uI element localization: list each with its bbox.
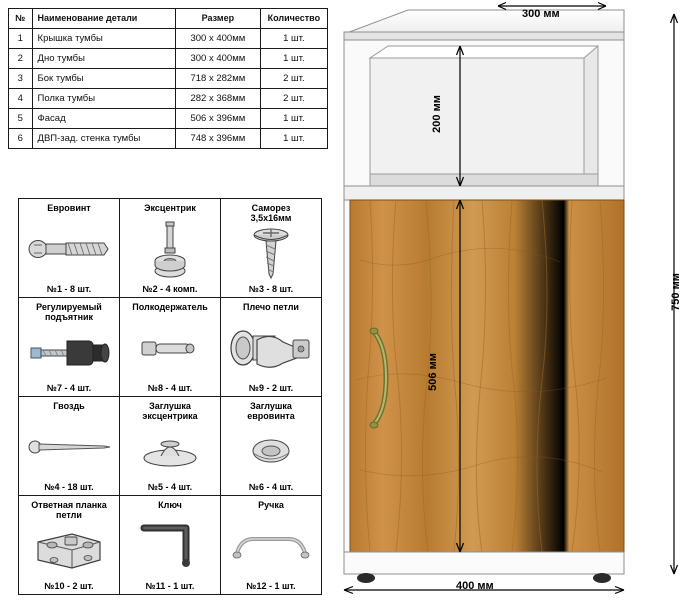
cabinet-open-niche	[370, 46, 598, 186]
table-row	[9, 29, 328, 49]
part-name: Дно тумбы	[32, 49, 175, 69]
part-qty: 1 шт.	[260, 109, 327, 129]
part-num: 5	[9, 109, 33, 129]
hardware-title: Ответная планка	[31, 500, 107, 510]
hardware-cell-allen-key	[120, 496, 221, 595]
cabinet-wood-facade	[350, 200, 624, 552]
hardware-row	[19, 397, 322, 496]
hardware-title: Плечо петли	[243, 302, 299, 312]
cabinet-svg	[330, 0, 700, 602]
dimension-width-label: 400 мм	[456, 580, 494, 592]
hardware-cell-cam-lock	[120, 199, 221, 298]
hardware-qty: №6 - 4 шт.	[248, 482, 294, 492]
hardware-title: Полкодержатель	[132, 302, 208, 312]
adjustable-foot-icon	[21, 322, 117, 383]
cabinet-drawing	[330, 0, 700, 602]
part-qty: 1 шт.	[260, 129, 327, 149]
hardware-title-second-line: подъятник	[44, 312, 94, 323]
parts-table-header-name: Наименование детали	[32, 9, 175, 29]
hardware-qty: №12 - 1 шт.	[246, 581, 296, 591]
hardware-cell-nail	[19, 397, 120, 496]
hardware-cell-self-tapping-screw	[221, 199, 322, 298]
hardware-cell-hinge-plate	[19, 496, 120, 595]
allen-key-icon	[122, 510, 218, 581]
part-size: 300 х 400мм	[176, 49, 261, 69]
hinge-plate-icon	[21, 520, 117, 581]
nail-icon	[21, 411, 117, 482]
hardware-cell-euro-screw	[19, 199, 120, 298]
part-num: 3	[9, 69, 33, 89]
table-row	[9, 89, 328, 109]
self-tapping-screw-icon	[223, 223, 319, 284]
part-num: 1	[9, 29, 33, 49]
parts-table-header-row	[9, 9, 328, 29]
part-qty: 2 шт.	[260, 69, 327, 89]
part-qty: 1 шт.	[260, 49, 327, 69]
parts-table-header-size: Размер	[176, 9, 261, 29]
parts-table-header-qty: Количество	[260, 9, 327, 29]
hardware-qty: №3 - 8 шт.	[248, 284, 294, 294]
table-row	[9, 129, 328, 149]
cabinet-divider	[344, 186, 624, 200]
table-row	[9, 49, 328, 69]
dimension-total-height-label: 750 мм	[669, 273, 682, 311]
euro-screw-icon	[21, 213, 117, 284]
hardware-qty: №8 - 4 шт.	[147, 383, 193, 393]
hardware-qty: №10 - 2 шт.	[44, 581, 94, 591]
cam-cap-icon	[122, 421, 218, 482]
cabinet-foot-left	[357, 573, 375, 583]
hardware-qty: №11 - 1 шт.	[145, 581, 195, 591]
hardware-title: Евровинт	[47, 203, 91, 213]
hardware-title: Заглушка	[149, 401, 191, 411]
parts-table-header-num: №	[9, 9, 33, 29]
part-qty: 2 шт.	[260, 89, 327, 109]
hardware-qty: №5 - 4 шт.	[147, 482, 193, 492]
part-size: 506 х 396мм	[176, 109, 261, 129]
hardware-title: Заглушка	[250, 401, 292, 411]
hardware-cell-cam-cap	[120, 397, 221, 496]
hardware-cell-hinge-arm	[221, 298, 322, 397]
hardware-title: Саморез	[251, 203, 291, 213]
cabinet-plinth	[344, 552, 624, 574]
part-size: 718 х 282мм	[176, 69, 261, 89]
hardware-cell-shelf-support	[120, 298, 221, 397]
hardware-qty: №4 - 18 шт.	[44, 482, 94, 492]
hardware-cell-handle	[221, 496, 322, 595]
hardware-title: Ключ	[158, 500, 182, 510]
part-name: Крышка тумбы	[32, 29, 175, 49]
hardware-title-second-line: петли	[56, 510, 82, 521]
part-qty: 1 шт.	[260, 29, 327, 49]
table-row	[9, 109, 328, 129]
hardware-row	[19, 496, 322, 595]
hardware-row	[19, 298, 322, 397]
part-num: 2	[9, 49, 33, 69]
part-num: 6	[9, 129, 33, 149]
handle-icon	[223, 510, 319, 581]
table-row	[9, 69, 328, 89]
hardware-qty: №2 - 4 комп.	[142, 284, 198, 294]
part-size: 748 х 396мм	[176, 129, 261, 149]
hardware-title: Эксцентрик	[144, 203, 196, 213]
hardware-title: Гвоздь	[53, 401, 85, 411]
hardware-cell-euro-screw-cap	[221, 397, 322, 496]
hardware-row	[19, 199, 322, 298]
hardware-qty: №7 - 4 шт.	[46, 383, 92, 393]
cam-lock-icon	[122, 213, 218, 284]
hardware-qty: №1 - 8 шт.	[46, 284, 92, 294]
part-size: 282 х 368мм	[176, 89, 261, 109]
hinge-arm-icon	[223, 312, 319, 383]
hardware-cell-adjustable-foot	[19, 298, 120, 397]
cabinet-top-panel	[344, 10, 624, 42]
dimension-depth-label: 300 мм	[522, 8, 560, 20]
part-name: Полка тумбы	[32, 89, 175, 109]
euro-screw-cap-icon	[223, 421, 319, 482]
part-size: 300 х 400мм	[176, 29, 261, 49]
cabinet-foot-right	[593, 573, 611, 583]
shelf-support-icon	[122, 312, 218, 383]
hardware-grid	[18, 198, 322, 595]
parts-table	[8, 8, 328, 149]
hardware-title: Ручка	[258, 500, 284, 510]
dimension-facade-height-label: 506 мм	[426, 353, 439, 391]
part-num: 4	[9, 89, 33, 109]
hardware-qty: №9 - 2 шт.	[248, 383, 294, 393]
part-name: Бок тумбы	[32, 69, 175, 89]
hardware-title-second-line: эксцентрика	[142, 411, 198, 422]
part-name: Фасад	[32, 109, 175, 129]
dimension-opening-height-label: 200 мм	[430, 95, 443, 133]
hardware-title: Регулируемый	[36, 302, 102, 312]
hardware-title-second-line: евровинта	[247, 411, 295, 422]
hardware-title-second-line: 3,5х16мм	[250, 213, 292, 224]
part-name: ДВП-зад. стенка тумбы	[32, 129, 175, 149]
